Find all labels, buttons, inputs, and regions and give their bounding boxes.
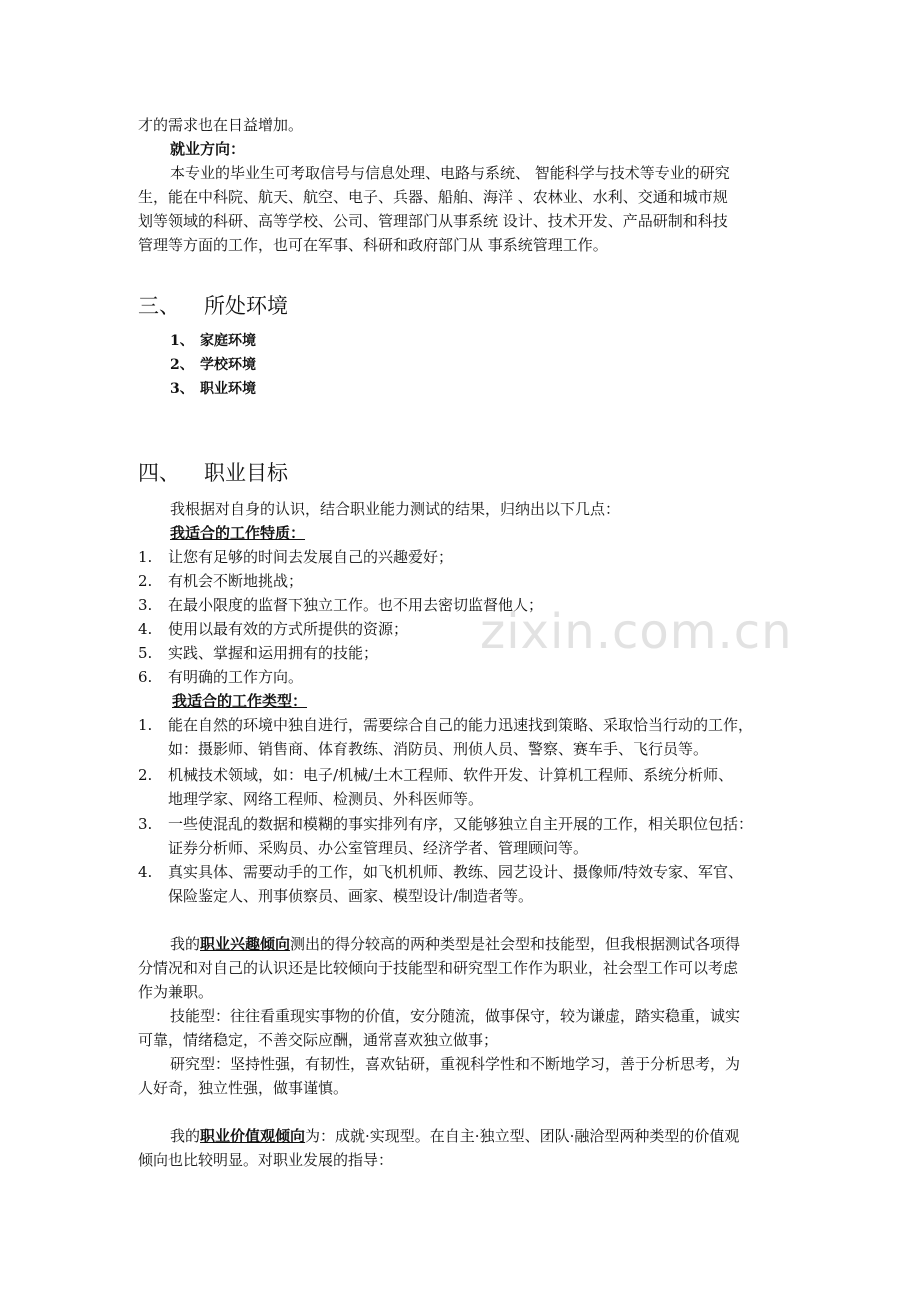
item-label: 学校环境 — [200, 357, 256, 373]
text: 我的 — [170, 935, 201, 953]
watermark: zixin.com.cn — [480, 604, 793, 660]
list-item — [170, 377, 256, 401]
list-item — [170, 329, 256, 353]
list-item — [138, 569, 303, 593]
traits-heading: 我适合的工作特质： — [170, 524, 306, 542]
item-text: 一些使混乱的数据和模糊的事实排列有序，又能够独立自主开展的工作，相关职位包括： — [168, 815, 754, 833]
paragraph-line: 倾向也比较明显。对职业发展的指导： — [138, 1151, 394, 1169]
item-number: 3、 — [170, 381, 194, 397]
paragraph-line: 人好奇，独立性强，做事谨慎。 — [138, 1079, 349, 1097]
item-text-continued: 地理学家、网络工程师、检测员、外科医师等。 — [168, 790, 484, 808]
item-number: 3. — [138, 596, 153, 614]
section-title: 所处环境 — [204, 294, 288, 318]
item-number: 2. — [138, 572, 153, 590]
item-number: 6. — [138, 668, 153, 686]
list-item — [138, 665, 303, 689]
item-number: 2、 — [170, 357, 194, 373]
item-number: 4. — [138, 620, 153, 638]
section-number: 三、 — [138, 294, 180, 318]
item-text-continued: 保险鉴定人、刑事侦察员、画家、模型设计/制造者等。 — [168, 887, 534, 905]
item-text: 有明确的工作方向。 — [168, 668, 304, 686]
item-number: 3. — [138, 815, 153, 833]
section-heading-4 — [138, 458, 288, 488]
paragraph-line: 管理等方面的工作，也可在军事、科研和政府部门从 事系统管理工作。 — [138, 236, 608, 254]
item-text-continued: 如：摄影师、销售商、体育教练、消防员、刑侦人员、警察、赛车手、飞行员等。 — [168, 740, 709, 758]
emphasis-text: 职业价值观倾向 — [200, 1127, 306, 1145]
paragraph-line: 作为兼职。 — [138, 983, 214, 1001]
item-text-continued: 证券分析师、采购员、办公室管理员、经济学者、管理顾问等。 — [168, 839, 589, 857]
interest-paragraph-line — [170, 932, 740, 956]
text: 测出的得分较高的两种类型是社会型和技能型，但我根据测试各项得 — [290, 935, 741, 953]
item-text: 在最小限度的监督下独立工作。也不用去密切监督他人； — [168, 596, 544, 614]
paragraph-line: 研究型：坚持性强，有韧性，喜欢钻研，重视科学性和不断地学习，善于分析思考，为 — [170, 1055, 741, 1073]
list-item — [138, 860, 744, 905]
emphasis-text: 职业兴趣倾向 — [200, 935, 291, 953]
item-number: 1. — [138, 716, 153, 734]
employment-direction-heading: 就业方向： — [170, 140, 246, 158]
item-text: 让您有足够的时间去发展自己的兴趣爱好； — [168, 548, 454, 566]
paragraph-line: 分情况和对自己的认识还是比较倾向于技能型和研究型工作作为职业，社会型工作可以考虑 — [138, 959, 739, 977]
item-number: 4. — [138, 863, 153, 881]
paragraph-line: 技能型：往往看重现实事物的价值，安分随流，做事保守，较为谦虚，踏实稳重，诚实 — [170, 1007, 741, 1025]
list-item — [138, 713, 754, 758]
values-paragraph-line — [170, 1124, 739, 1148]
item-text: 真实具体、需要动手的工作，如飞机机师、教练、园艺设计、摄像师/特效专家、军官、 — [168, 863, 744, 881]
lead-text: 我根据对自身的认识，结合职业能力测试的结果，归纳出以下几点： — [170, 500, 621, 518]
item-label: 职业环境 — [200, 381, 256, 397]
item-number: 1. — [138, 548, 153, 566]
section-heading-3 — [138, 291, 288, 321]
item-text: 能在自然的环境中独自进行，需要综合自己的能力迅速找到策略、采取恰当行动的工作， — [168, 716, 754, 734]
section-number: 四、 — [138, 461, 180, 485]
item-number: 2. — [138, 766, 153, 784]
intro-line: 才的需求也在日益增加。 — [138, 116, 304, 134]
list-item — [138, 545, 453, 569]
list-item — [170, 353, 256, 377]
list-item — [138, 641, 378, 665]
section-title: 职业目标 — [204, 461, 288, 485]
paragraph-line: 划等领域的科研、高等学校、公司、管理部门从事系统 设计、技术开发、产品研制和科技 — [138, 212, 728, 230]
item-text: 使用以最有效的方式所提供的资源； — [168, 620, 409, 638]
list-item — [138, 593, 543, 617]
list-item — [138, 617, 408, 641]
paragraph-line: 本专业的毕业生可考取信号与信息处理、电路与系统、 智能科学与技术等专业的研究 — [170, 164, 730, 182]
types-heading: 我适合的工作类型： — [172, 692, 308, 710]
text: 为：成就·实现型。在自主·独立型、团队·融洽型两种类型的价值观 — [305, 1127, 740, 1145]
paragraph-line: 生，能在中科院、航天、航空、电子、兵器、船舶、海洋 、农林业、水利、交通和城市规 — [138, 188, 728, 206]
paragraph-line: 可靠，情绪稳定，不善交际应酬，通常喜欢独立做事； — [138, 1031, 499, 1049]
list-item — [138, 763, 734, 808]
item-text: 有机会不断地挑战； — [168, 572, 304, 590]
item-label: 家庭环境 — [200, 333, 256, 349]
item-number: 1、 — [170, 333, 194, 349]
item-number: 5. — [138, 644, 153, 662]
list-item — [138, 812, 754, 857]
text: 我的 — [170, 1127, 201, 1145]
item-text: 实践、掌握和运用拥有的技能； — [168, 644, 379, 662]
item-text: 机械技术领域，如：电子/机械/土木工程师、软件开发、计算机工程师、系统分析师、 — [168, 766, 734, 784]
